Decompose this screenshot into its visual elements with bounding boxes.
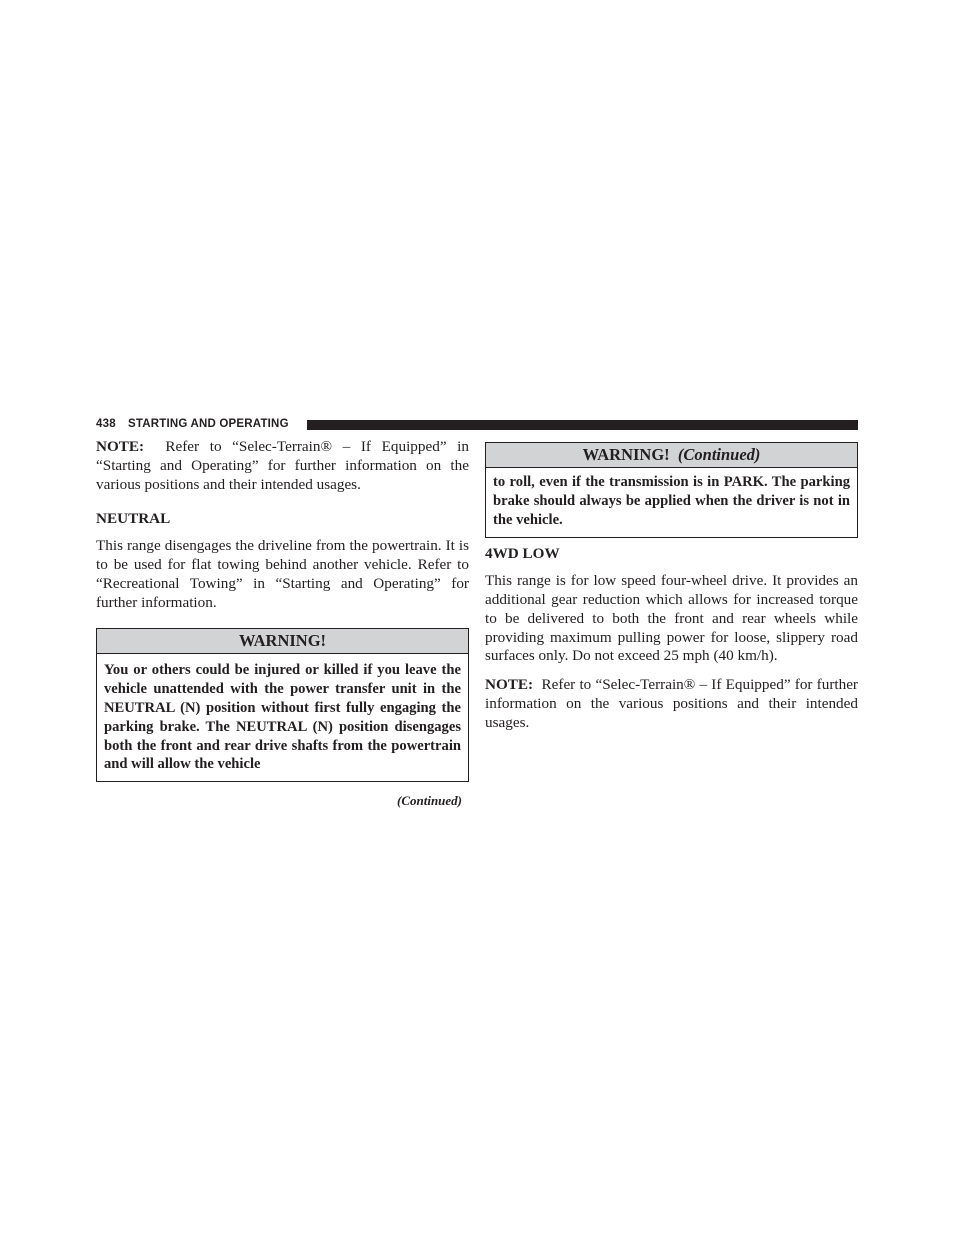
- left-column: [96, 438, 469, 811]
- warning-text: You or others could be injured or killed if you leave the vehicle unattended with the power transfer unit in the NEUTRAL (N) position without first fully engaging the parking brake. The NEUTRAL (N) position disengages both the front and rear drive shafts from the powertrain and will allow the vehicle: [104, 662, 461, 773]
- warning-continued-text: (Continued): [677, 445, 761, 464]
- note-text: Refer to “Selec-Terrain® – If Equipped” for further information on the various positions and their intended usages.: [485, 676, 858, 731]
- 4wd-low-heading: 4WD LOW: [485, 545, 560, 563]
- warning-box-continued: [485, 442, 858, 538]
- note-label: NOTE:: [485, 676, 534, 694]
- warning-continued-body: to roll, even if the transmission is in PARK. The parking brake should always be applied when the driver is not in the vehicle.: [493, 474, 850, 528]
- page-number: 438: [96, 418, 116, 430]
- continued-label: (Continued): [396, 793, 462, 809]
- right-column: [485, 442, 858, 733]
- 4wd-low-paragraph: This range is for low speed four-wheel drive. It provides an additional gear reduction which allows for increased torque to be delivered to both the front and rear wheels while providing maximum pulling power for loose, slippery road surfaces only. Do not exceed 25 mph (40 km/h).: [485, 572, 858, 665]
- neutral-paragraph: This range disengages the driveline from the powertrain. It is to be used for flat towing behind another vehicle. Refer to “Recreational Towing” in “Starting and Operating” for further information.: [96, 537, 469, 611]
- header-rule: [307, 420, 858, 430]
- note-paragraph-2: [485, 676, 858, 732]
- neutral-heading: NEUTRAL: [96, 510, 171, 528]
- warning-box: [96, 628, 469, 782]
- warning-title: [97, 629, 468, 654]
- note-text: Refer to “Selec-Terrain® – If Equipped” in “Starting and Operating” for further information on the various positions and their intended usages.: [96, 438, 469, 493]
- note-paragraph: [96, 438, 469, 494]
- warning-title-text: WARNING!: [582, 445, 670, 464]
- note-label: NOTE:: [96, 438, 145, 455]
- section-title: STARTING AND OPERATING: [128, 418, 289, 430]
- warning-continued-title: [486, 443, 857, 468]
- warning-title-text: WARNING!: [238, 631, 327, 651]
- page-header: [96, 417, 858, 433]
